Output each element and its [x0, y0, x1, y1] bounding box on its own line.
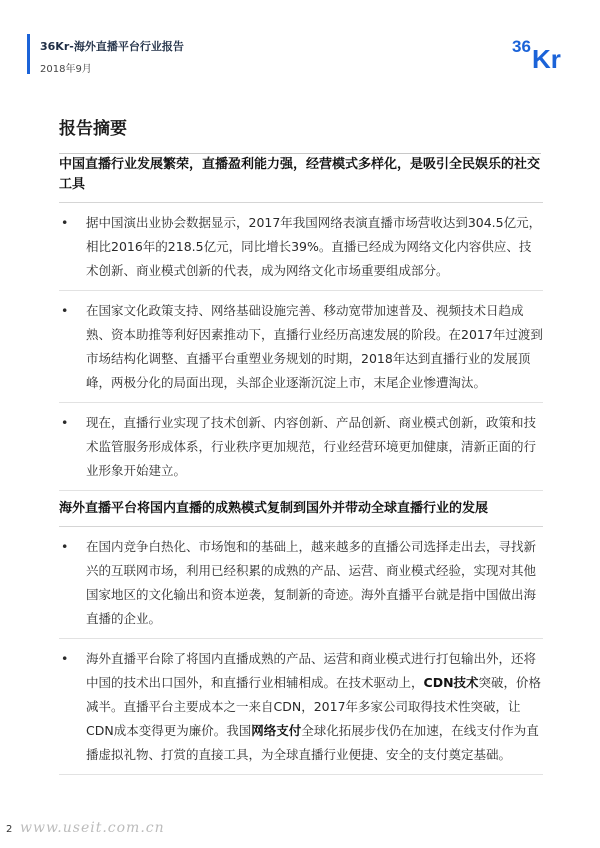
page-title: 报告摘要 [59, 119, 127, 139]
bullet-text: 在国内竞争白热化、市场饱和的基础上，越来越多的直播公司选择走出去，寻找新兴的互联网市场，利用已经积累的成熟的产品、运营、商业模式经验，实现对其他国家地区的文化输出和资本逆袭，复制新的奇迹。海外直播平台就是指中国做出海直播的企业。 [86, 539, 537, 626]
summary-content [59, 155, 543, 775]
bullet-item [59, 527, 543, 639]
logo-kr: Kr [532, 44, 561, 72]
bullet-item [59, 291, 543, 403]
header-accent-bar [27, 34, 30, 74]
bullet-text-bold: 网络支付 [251, 723, 302, 738]
bullet-item [59, 203, 543, 291]
logo-36: 36 [512, 37, 531, 56]
section-heading: 海外直播平台将国内直播的成熟模式复制到国外并带动全球直播行业的发展 [59, 501, 489, 516]
bullet-text: 在国家文化政策支持、网络基础设施完善、移动宽带加速普及、视频技术日趋成熟、资本助推等利好因素推动下，直播行业经历高速发展的阶段。在2017年过渡到市场结构化调整、直播平台重塑业务规划的时期，2018年达到直播行业的发展顶峰，两极分化的局面出现，头部企业逐渐沉淀上市，末尾企业惨遭淘汰。 [86, 303, 543, 390]
bullet-icon: • [61, 303, 69, 318]
section-heading: 中国直播行业发展繁荣，直播盈利能力强，经营模式多样化，是吸引全民娱乐的社交工具 [59, 157, 541, 192]
bullet-item [59, 403, 543, 491]
bullet-icon: • [61, 651, 69, 666]
report-title: 36Kr-海外直播平台行业报告 [40, 40, 184, 53]
watermark: www.useit.com.cn [20, 820, 165, 836]
36kr-logo [510, 30, 576, 72]
bullet-text: 现在，直播行业实现了技术创新、内容创新、产品创新、商业模式创新，政策和技术监管服务形成体系，行业秩序更加规范，行业经营环境更加健康，清新正面的行业形象开始建立。 [86, 415, 537, 478]
bullet-text: 全球化拓展步伐仍在加速，在线支付作为直播虚拟礼物、打赏的直接工具，为全球直播行业便捷、安全的支付奠定基础。 [86, 723, 539, 762]
page-number: 2 [6, 824, 13, 835]
bullet-item [59, 639, 543, 775]
title-divider [59, 153, 541, 154]
bullet-text: 海外直播平台除了将国内直播成熟的产品、运营和商业模式进行打包输出外，还将中国的技术出口国外，和直播行业相辅相成。在技术驱动上， [86, 651, 537, 690]
bullet-text: 据中国演出业协会数据显示，2017年我国网络表演直播市场营收达到304.5亿元，相比2016年的218.5亿元，同比增长39%。直播已经成为网络文化内容供应、技术创新、商业模式创新的代表，成为网络文化市场重要组成部分。 [86, 215, 542, 278]
bullet-text-bold: CDN技术 [423, 675, 479, 690]
bullet-list [59, 203, 543, 491]
bullet-icon: • [61, 415, 69, 430]
bullet-icon: • [61, 539, 69, 554]
report-date: 2018年9月 [40, 64, 92, 75]
bullet-icon: • [61, 215, 69, 230]
bullet-list [59, 527, 543, 775]
bullet-text: 突破，价格减半。直播平台主要成本之一来自CDN，2017年多家公司取得技术性突破，让CDN成本变得更为廉价。我国 [86, 675, 542, 738]
